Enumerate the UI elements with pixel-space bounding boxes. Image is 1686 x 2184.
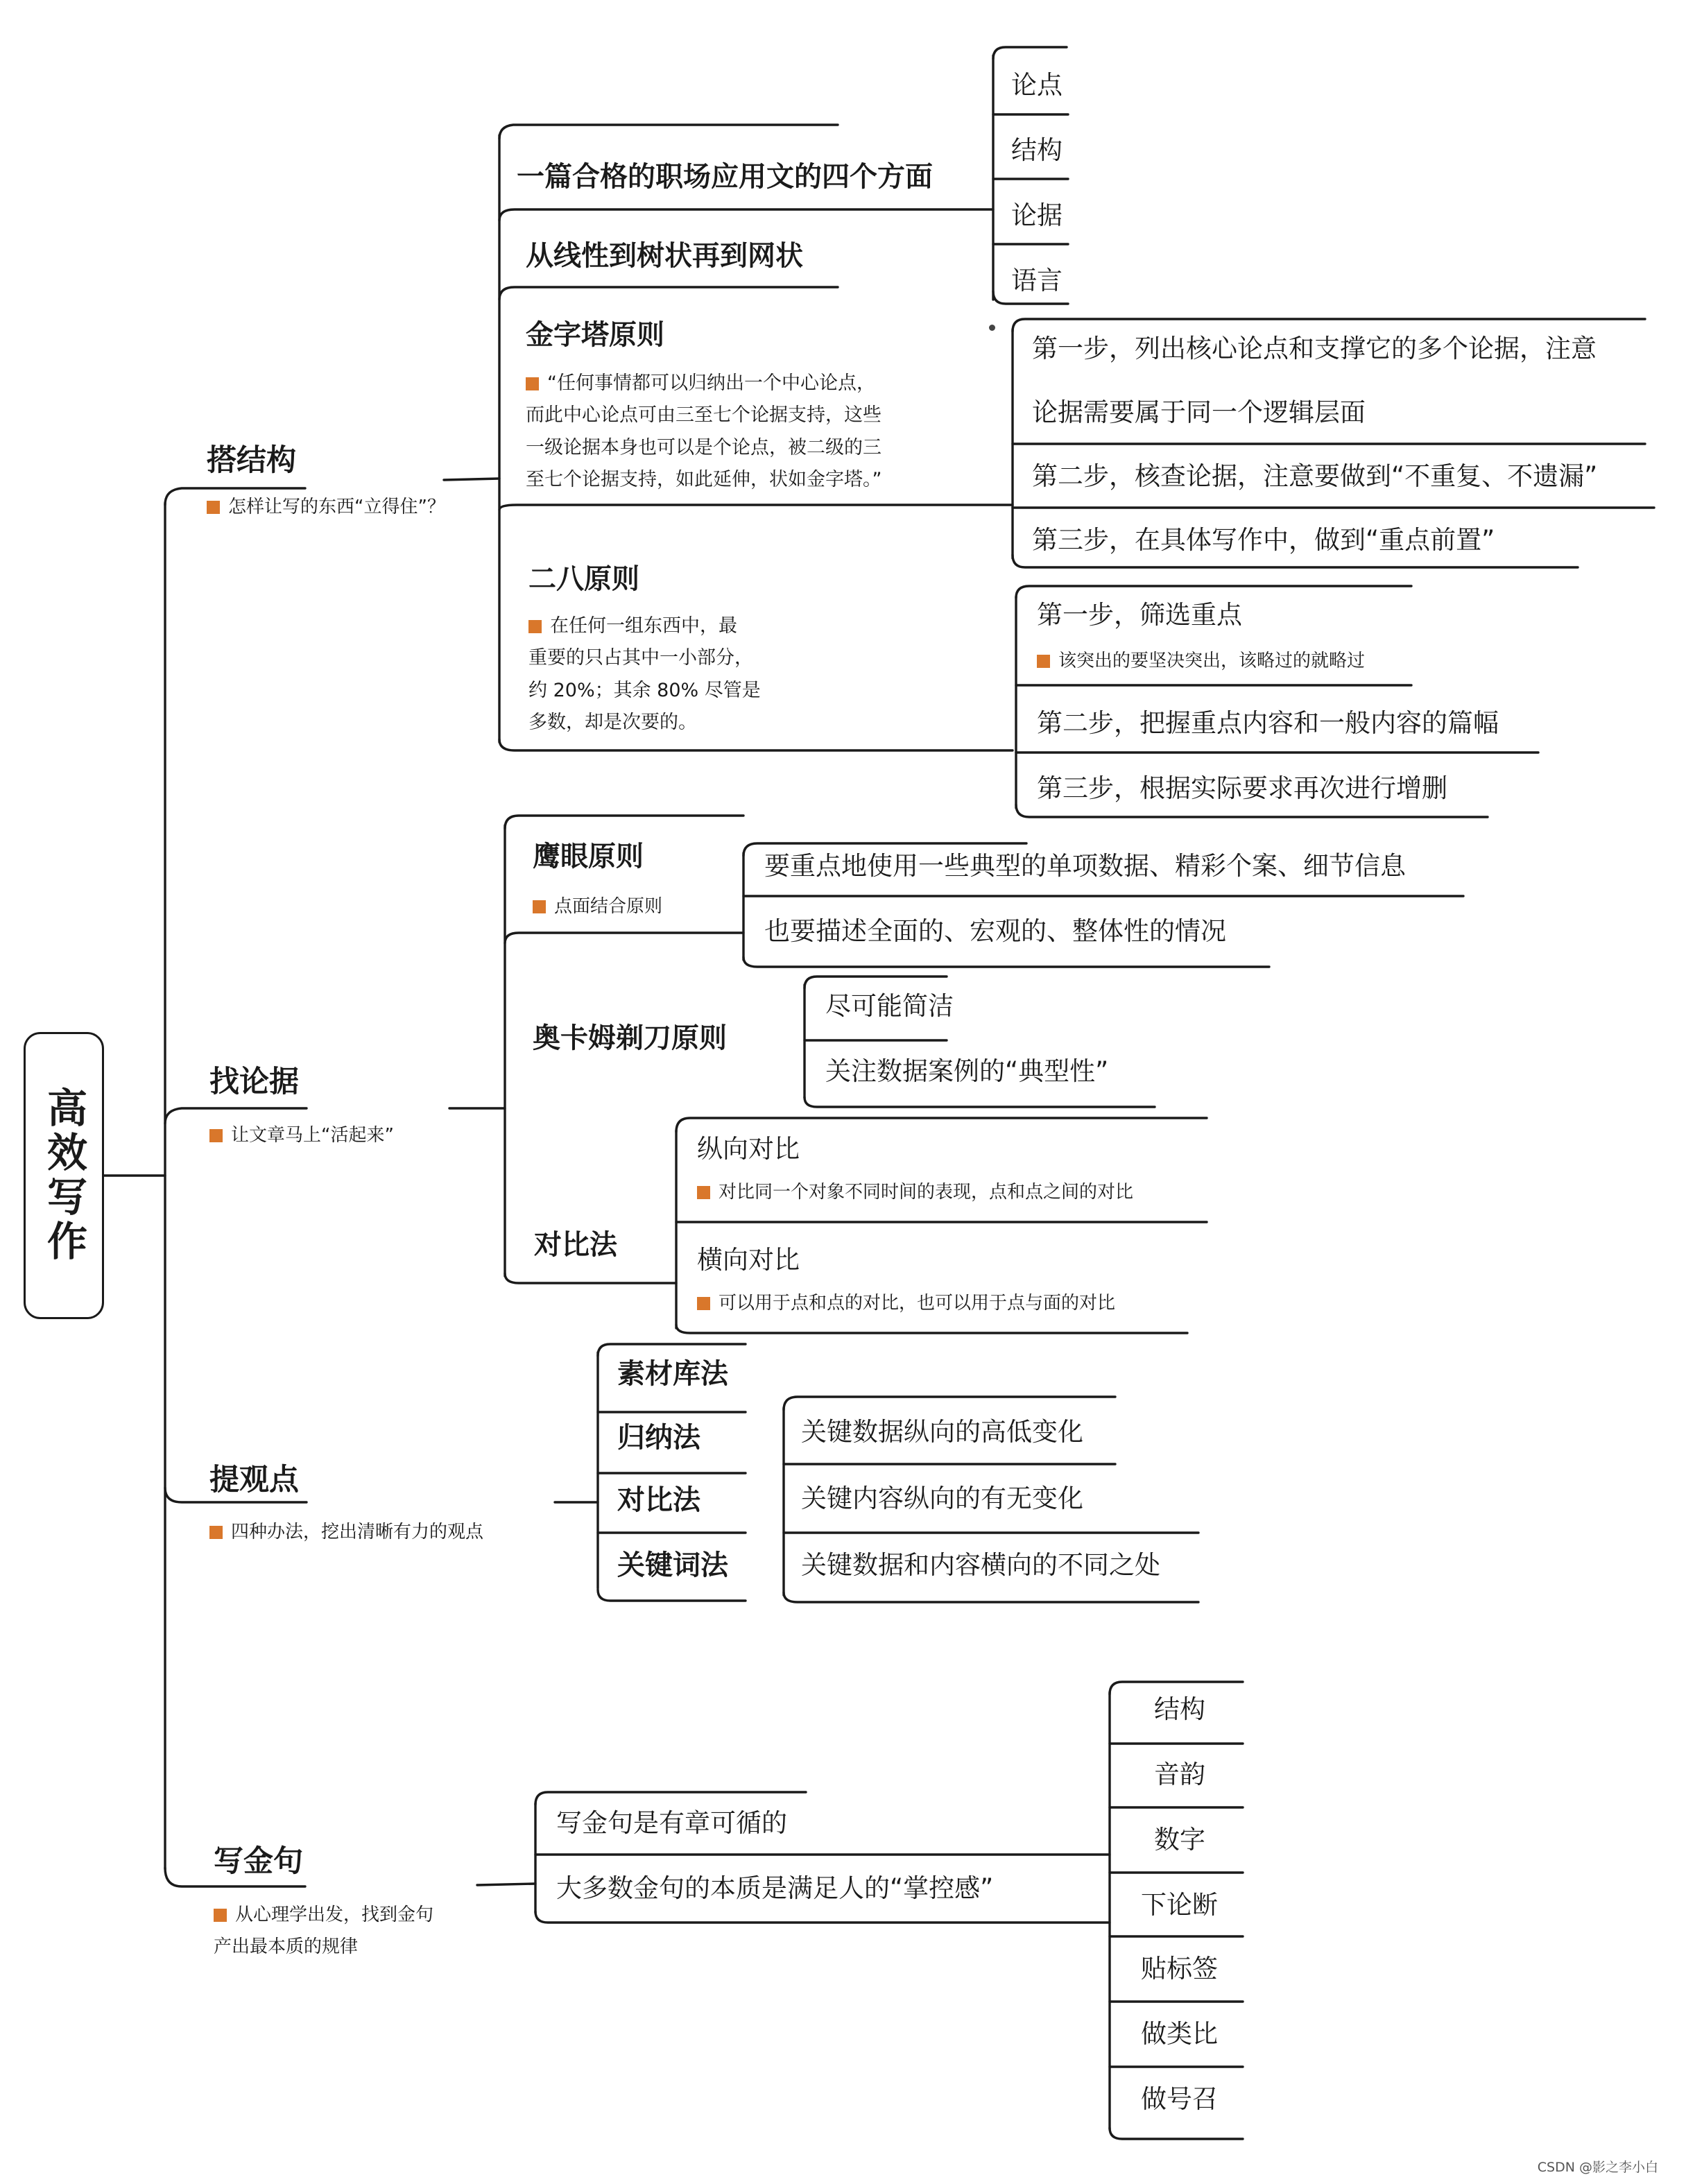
pareto-quote bbox=[528, 610, 761, 739]
bullet-icon bbox=[209, 1129, 223, 1142]
aspect-evidence: 论据 bbox=[1011, 200, 1063, 230]
pyramid-quote-text-1: “任何事情都可以归纳出一个中心论点， bbox=[547, 372, 875, 394]
pareto-quote-text-1: 在任何一组东西中，最 bbox=[550, 615, 737, 637]
eagle-eye-note-text: 点面结合原则 bbox=[554, 896, 663, 917]
bullet-icon bbox=[697, 1186, 710, 1199]
b4-line-1 bbox=[535, 1792, 806, 1805]
pyramid-step-1-line-2: 论据需要属于同一个逻辑层面 bbox=[1032, 397, 1366, 427]
eagle-eye-note bbox=[533, 891, 662, 922]
golden-child-1: 写金句是有章可循的 bbox=[556, 1808, 787, 1838]
pyramid-step-1-line-1: 第一步，列出核心论点和支撑它的多个论据，注意 bbox=[1032, 334, 1597, 363]
b2c3-line bbox=[505, 1273, 676, 1283]
bullet-icon bbox=[526, 377, 539, 390]
aspect-thesis: 论点 bbox=[1011, 70, 1063, 100]
watermark: CSDN @影之李小白 bbox=[1537, 2160, 1658, 2175]
horizontal-contrast-note bbox=[697, 1287, 1115, 1319]
branch-viewpoint-title: 提观点 bbox=[209, 1463, 299, 1497]
bullet-icon bbox=[533, 900, 546, 913]
golden-line-1 bbox=[1110, 1682, 1243, 1694]
method-induction: 归纳法 bbox=[617, 1422, 700, 1454]
golden-item-1: 结构 bbox=[1154, 1694, 1205, 1724]
pareto-step-1: 第一步，筛选重点 bbox=[1037, 600, 1242, 630]
branch-golden-note-line-1 bbox=[214, 1899, 433, 1931]
views-line-4 bbox=[784, 1592, 1198, 1602]
aspect-language: 语言 bbox=[1011, 266, 1063, 295]
branch-structure-note bbox=[207, 491, 445, 523]
occam-line-1 bbox=[805, 977, 947, 988]
branch4-link bbox=[477, 1884, 535, 1885]
vertical-contrast: 纵向对比 bbox=[697, 1134, 800, 1164]
golden-item-5: 贴标签 bbox=[1141, 1954, 1218, 1984]
node-pyramid: 金字塔原则 bbox=[526, 319, 664, 351]
branch-evidence-note-text: 让文章马上“活起来” bbox=[231, 1125, 394, 1146]
pyramid-quote-line-2: 而此中心论点可由三至七个论据支持，这些 bbox=[526, 404, 881, 427]
b1c2-line bbox=[499, 209, 993, 221]
eagle-item-2: 也要描述全面的、宏观的、整体性的情况 bbox=[764, 916, 1226, 946]
occam-item-2: 关注数据案例的“典型性” bbox=[825, 1056, 1109, 1086]
pyramid-quote-line-4: 至七个论据支持，如此延伸，状如金字塔。” bbox=[526, 469, 882, 491]
method-keyword: 关键词法 bbox=[617, 1549, 728, 1581]
golden-item-6: 做类比 bbox=[1141, 2019, 1218, 2049]
bullet-icon bbox=[697, 1297, 710, 1310]
pareto-step-1-note bbox=[1037, 645, 1365, 677]
b3-line-1 bbox=[598, 1344, 746, 1356]
branch-evidence-note bbox=[209, 1119, 394, 1151]
pareto-step-3: 第三步，根据实际要求再次进行增删 bbox=[1037, 773, 1447, 803]
pareto-line-1 bbox=[1016, 586, 1411, 598]
branch1-link bbox=[444, 479, 499, 480]
node-four-aspects: 一篇合格的职场应用文的四个方面 bbox=[517, 161, 933, 193]
root-label: 高效写作 bbox=[40, 1087, 87, 1264]
contrast-line-3 bbox=[676, 1325, 1187, 1333]
pareto-quote-line-4: 多数，却是次要的。 bbox=[528, 712, 697, 734]
bullet-icon bbox=[214, 1909, 227, 1922]
node-occam: 奥卡姆剃刀原则 bbox=[533, 1022, 727, 1054]
branch-viewpoint-note-text: 四种办法，挖出清晰有力的观点 bbox=[231, 1522, 484, 1542]
node-contrast: 对比法 bbox=[534, 1229, 617, 1261]
ink-dot bbox=[989, 325, 995, 331]
branch-viewpoint-note bbox=[209, 1516, 483, 1548]
golden-item-7: 做号召 bbox=[1141, 2084, 1218, 2114]
bullet-icon bbox=[1037, 655, 1050, 668]
pyramid-line-1 bbox=[1013, 319, 1645, 332]
method-contrast: 对比法 bbox=[617, 1484, 700, 1516]
b1c3-line bbox=[499, 287, 838, 300]
eagle-line-3 bbox=[743, 957, 1269, 967]
pareto-step-1-note-text: 该突出的要坚决突出，该略过的就略过 bbox=[1058, 651, 1366, 671]
contrast-line-1 bbox=[676, 1118, 1207, 1132]
golden-line-8 bbox=[1110, 2128, 1243, 2139]
viewpoint-detail-1: 关键数据纵向的高低变化 bbox=[801, 1417, 1083, 1447]
pyramid-step-2: 第二步，核查论据，注意要做到“不重复、不遗漏” bbox=[1032, 461, 1598, 491]
b4-line-3 bbox=[535, 1911, 1110, 1923]
pyramid-line-4 bbox=[1013, 555, 1578, 567]
pyramid-quote-line-1 bbox=[526, 368, 882, 399]
viewpoint-detail-2: 关键内容纵向的有无变化 bbox=[801, 1484, 1083, 1513]
horizontal-contrast-note-text: 可以用于点和点的对比，也可以用于点与面的对比 bbox=[719, 1293, 1116, 1314]
views-line-1 bbox=[784, 1397, 1115, 1410]
aspects-line-1 bbox=[993, 47, 1067, 59]
branch-structure-title: 搭结构 bbox=[207, 443, 296, 478]
pyramid-quote bbox=[526, 368, 882, 497]
vertical-contrast-note-text: 对比同一个对象不同时间的表现，点和点之间的对比 bbox=[719, 1182, 1134, 1203]
golden-child-2: 大多数金句的本质是满足人的“掌控感” bbox=[556, 1873, 994, 1903]
b1c5-line bbox=[499, 739, 1013, 750]
branch-golden-note bbox=[214, 1899, 433, 1963]
eagle-item-1: 要重点地使用一些典型的单项数据、精彩个案、细节信息 bbox=[764, 851, 1406, 881]
b1c1-line bbox=[499, 125, 838, 139]
pareto-quote-line-3: 约 20%；其余 80% 尽管是 bbox=[528, 679, 761, 701]
golden-item-4: 下论断 bbox=[1141, 1890, 1218, 1920]
node-linear-tree-net: 从线性到树状再到网状 bbox=[526, 240, 803, 272]
pareto-quote-line-1 bbox=[528, 610, 761, 642]
root-node bbox=[24, 1032, 104, 1319]
pyramid-quote-line-3: 一级论据本身也可以是个论点，被二级的三 bbox=[526, 436, 881, 458]
b2c2-line bbox=[505, 933, 743, 943]
branch-structure-note-text: 怎样让写的东西“立得住”？ bbox=[228, 497, 445, 517]
b2c1-line bbox=[505, 816, 743, 829]
horizontal-contrast: 横向对比 bbox=[697, 1245, 800, 1275]
aspect-structure: 结构 bbox=[1011, 135, 1063, 165]
b3-line-5 bbox=[598, 1590, 746, 1601]
vertical-contrast-note bbox=[697, 1176, 1133, 1208]
occam-line-3 bbox=[805, 1097, 1155, 1107]
branch-golden-note-line-2: 产出最本质的规律 bbox=[214, 1936, 359, 1958]
golden-item-3: 数字 bbox=[1154, 1825, 1205, 1855]
branch-golden-note-text-1: 从心理学出发，找到金句 bbox=[235, 1904, 434, 1925]
branch-golden-title: 写金句 bbox=[214, 1844, 303, 1879]
branch-evidence-title: 找论据 bbox=[209, 1065, 299, 1099]
b1c4-line bbox=[499, 505, 1013, 510]
bullet-icon bbox=[209, 1526, 223, 1539]
bullet-icon bbox=[528, 620, 542, 633]
pareto-quote-line-2: 重要的只占其中一小部分， bbox=[528, 647, 753, 669]
viewpoint-detail-3: 关键数据和内容横向的不同之处 bbox=[801, 1550, 1160, 1580]
golden-item-2: 音韵 bbox=[1154, 1760, 1205, 1789]
node-pareto: 二八原则 bbox=[528, 563, 639, 595]
pareto-line-4 bbox=[1016, 805, 1488, 817]
pyramid-step-3: 第三步，在具体写作中，做到“重点前置” bbox=[1032, 525, 1495, 555]
method-material-library: 素材库法 bbox=[617, 1358, 728, 1390]
bullet-icon bbox=[207, 501, 220, 514]
node-eagle-eye: 鹰眼原则 bbox=[533, 841, 644, 872]
pareto-step-2: 第二步，把握重点内容和一般内容的篇幅 bbox=[1037, 708, 1499, 738]
occam-item-1: 尽可能简洁 bbox=[825, 991, 954, 1021]
